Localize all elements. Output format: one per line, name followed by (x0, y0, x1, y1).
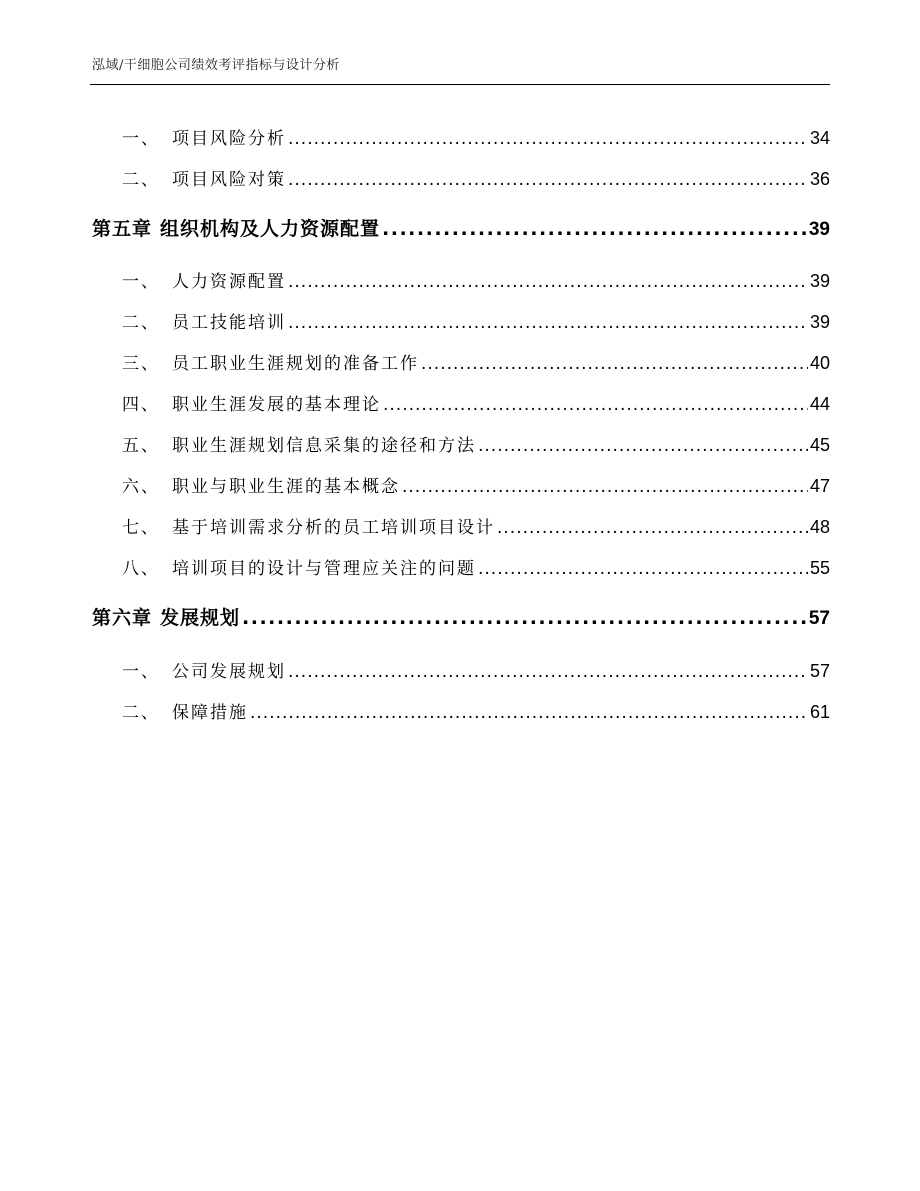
toc-entry-page: 39 (809, 271, 830, 291)
toc-entry-title: 职业生涯发展的基本理论 (172, 395, 381, 415)
toc-chapter-page: 39 (808, 219, 830, 240)
toc-leader-dots (250, 703, 808, 723)
toc-entry-title: 培训项目的设计与管理应关注的问题 (172, 559, 476, 579)
toc-chapter-number: 第五章 (92, 218, 153, 240)
toc-entry[interactable] (92, 308, 830, 333)
toc-entry-number: 八、 (122, 559, 160, 579)
toc-leader-dots (478, 436, 808, 456)
toc-entry-number: 二、 (122, 170, 160, 190)
toc-entry-number: 二、 (122, 703, 160, 723)
toc-entry-number: 三、 (122, 354, 160, 374)
toc-entry[interactable] (92, 431, 830, 456)
toc-entry-page: 55 (809, 558, 830, 578)
toc-entry[interactable] (92, 657, 830, 682)
toc-entry-page: 36 (809, 169, 830, 189)
toc-entry[interactable] (92, 698, 830, 723)
toc-entry-number: 一、 (122, 662, 160, 682)
toc-entry-title: 员工技能培训 (172, 313, 286, 333)
toc-entry-page: 48 (809, 517, 830, 537)
toc-entry-page: 45 (809, 435, 830, 455)
toc-entry[interactable] (92, 554, 830, 579)
toc-entry-title: 职业生涯规划信息采集的途径和方法 (172, 436, 476, 456)
toc-entry-number: 六、 (122, 477, 160, 497)
toc-leader-dots (288, 313, 808, 333)
toc-entry-page: 40 (809, 353, 830, 373)
toc-chapter-entry[interactable] (92, 603, 830, 630)
toc-entry[interactable] (92, 472, 830, 497)
toc-entry[interactable] (92, 124, 830, 149)
toc-entry-number: 一、 (122, 272, 160, 292)
toc-chapter-page: 57 (808, 608, 830, 629)
toc-entry[interactable] (92, 267, 830, 292)
toc-entry-number: 一、 (122, 129, 160, 149)
toc-entry[interactable] (92, 390, 830, 415)
toc-entry-title: 职业与职业生涯的基本概念 (172, 477, 400, 497)
toc-entry-title: 项目风险分析 (172, 129, 286, 149)
toc-leader-dots (288, 170, 808, 190)
page-header: 泓域/干细胞公司绩效考评指标与设计分析 (92, 58, 340, 73)
toc-leader-dots (382, 218, 807, 240)
toc-entry-number: 二、 (122, 313, 160, 333)
toc-leader-dots (421, 354, 808, 374)
toc-leader-dots (402, 477, 808, 497)
toc-chapter-number: 第六章 (92, 607, 153, 629)
toc-leader-dots (383, 395, 808, 415)
toc-entry-title: 员工职业生涯规划的准备工作 (172, 354, 419, 374)
toc-chapter-title: 发展规划 (160, 607, 241, 629)
toc-entry-page: 34 (809, 128, 830, 148)
toc-entry[interactable] (92, 513, 830, 538)
toc-entry-page: 47 (809, 476, 830, 496)
toc-chapter-title: 组织机构及人力资源配置 (160, 218, 381, 240)
toc-entry-title: 公司发展规划 (172, 662, 286, 682)
toc-entry-title: 人力资源配置 (172, 272, 286, 292)
toc-entry-title: 基于培训需求分析的员工培训项目设计 (172, 518, 495, 538)
toc-entry-number: 五、 (122, 436, 160, 456)
toc-leader-dots (288, 129, 808, 149)
toc-entry[interactable] (92, 165, 830, 190)
toc-entry[interactable] (92, 349, 830, 374)
toc-entry-page: 44 (809, 394, 830, 414)
toc-leader-dots (242, 607, 807, 629)
toc-entry-number: 四、 (122, 395, 160, 415)
header-rule (90, 84, 830, 85)
toc-entry-number: 七、 (122, 518, 160, 538)
toc-entry-page: 39 (809, 312, 830, 332)
toc-leader-dots (288, 272, 808, 292)
toc-entry-page: 57 (809, 661, 830, 681)
toc-entry-page: 61 (809, 702, 830, 722)
toc-leader-dots (497, 518, 808, 538)
toc-entry-title: 保障措施 (172, 703, 248, 723)
toc-chapter-entry[interactable] (92, 214, 830, 241)
toc-leader-dots (478, 559, 808, 579)
toc-leader-dots (288, 662, 808, 682)
toc-entry-title: 项目风险对策 (172, 170, 286, 190)
